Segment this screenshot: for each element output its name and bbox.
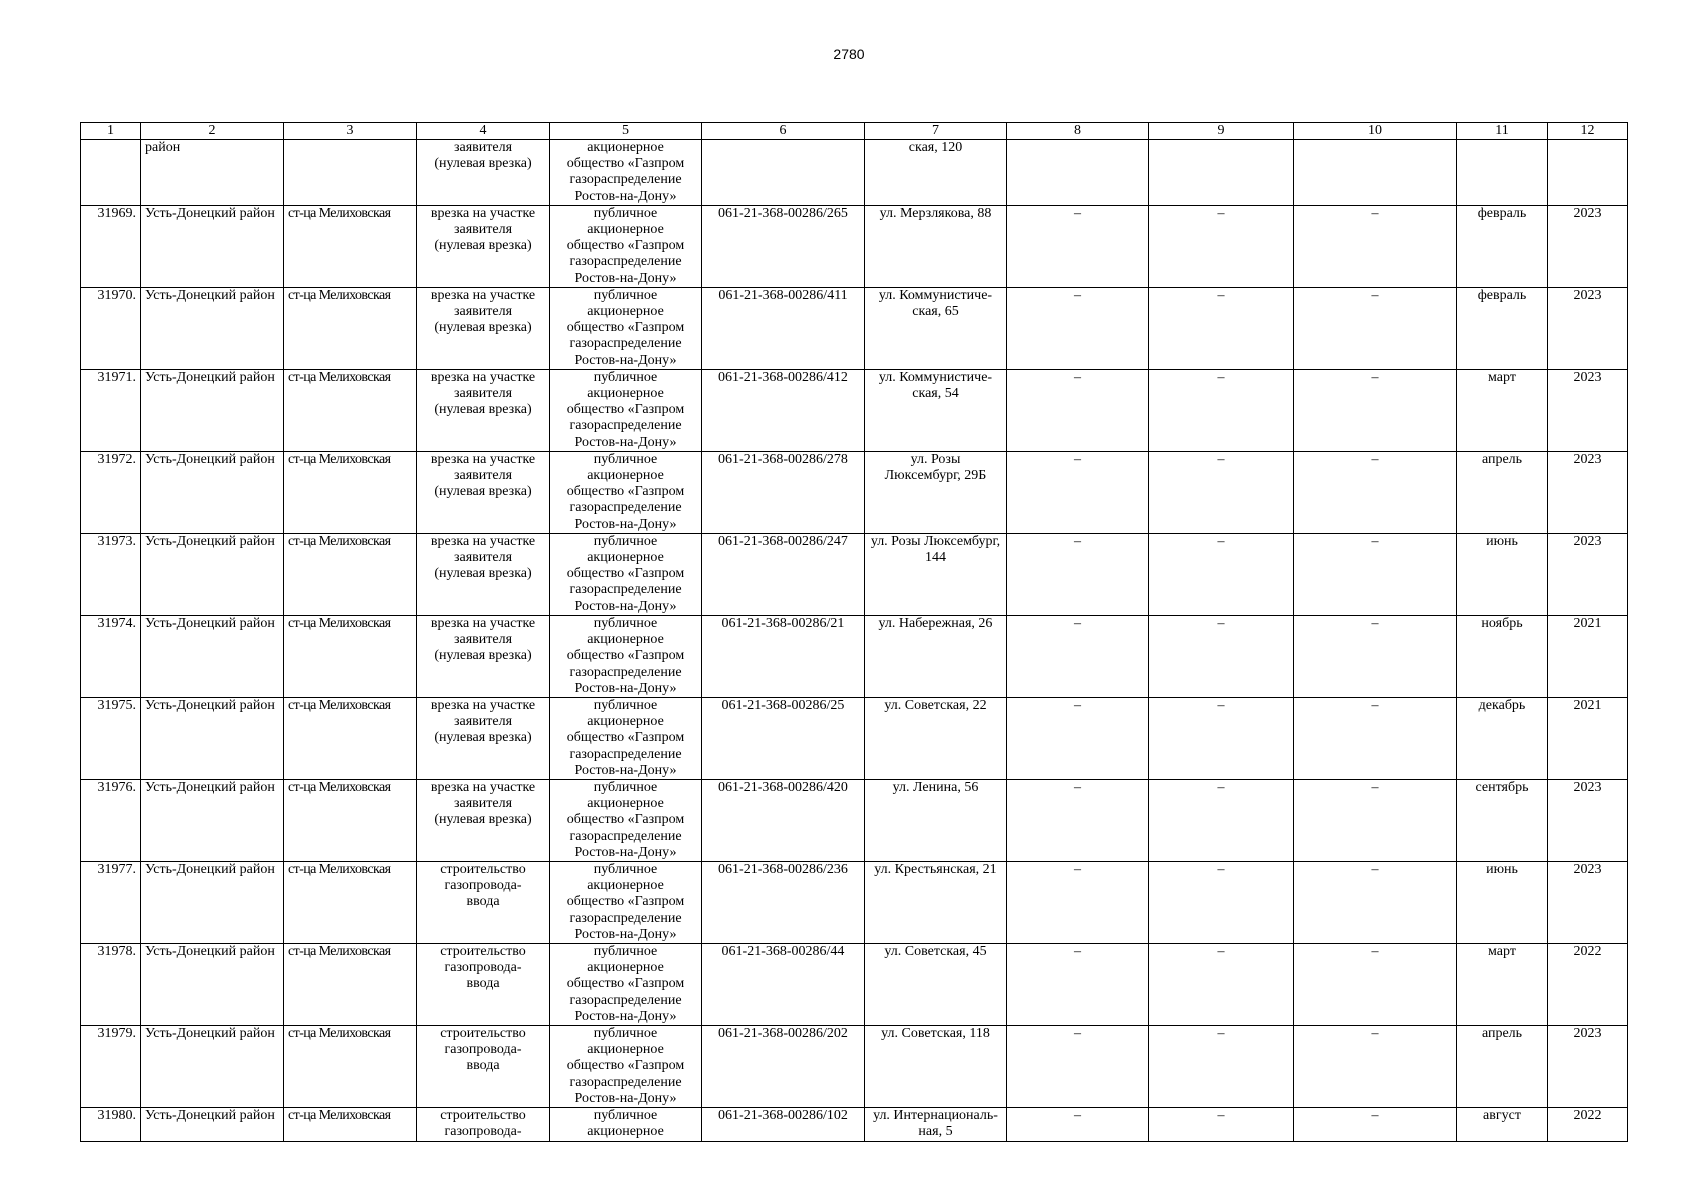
cell-year: 2023 xyxy=(1548,533,1628,615)
cell-address-text: ская, 120 xyxy=(908,140,963,155)
column-number-row xyxy=(81,123,1628,140)
cell-col10: – xyxy=(1294,287,1457,369)
cell-col9: – xyxy=(1149,1107,1294,1141)
cell-col9: – xyxy=(1149,615,1294,697)
cell-organization xyxy=(550,1107,702,1141)
cell-col9: – xyxy=(1149,369,1294,451)
cell-district: Усть-Донецкий район xyxy=(141,205,284,287)
table-row xyxy=(81,369,1628,451)
cell-col9: – xyxy=(1149,861,1294,943)
table-row xyxy=(81,451,1628,533)
cell-col9: – xyxy=(1149,205,1294,287)
cell-number: 31973. xyxy=(81,533,141,615)
cell-work-type-text: строительство газопровода- xyxy=(440,1107,526,1140)
column-header: 3 xyxy=(284,123,417,140)
cell-year: 2023 xyxy=(1548,779,1628,861)
table-row xyxy=(81,779,1628,861)
cell-organization-text: публичное акционерное общество «Газпром газораспределение Ростов-на-Дону» xyxy=(566,943,685,1024)
cell-year: 2022 xyxy=(1548,943,1628,1025)
cell-month: март xyxy=(1457,369,1548,451)
cell-month: июнь xyxy=(1457,533,1548,615)
column-header: 2 xyxy=(141,123,284,140)
cell-col9: – xyxy=(1149,779,1294,861)
cell-organization-text: публичное акционерное общество «Газпром газораспределение Ростов-на-Дону» xyxy=(566,615,685,696)
cell-code: 061-21-368-00286/21 xyxy=(702,615,865,697)
cell-year: 2022 xyxy=(1548,1107,1628,1141)
column-header: 8 xyxy=(1007,123,1149,140)
cell-month: ноябрь xyxy=(1457,615,1548,697)
cell-work-type-text: врезка на участке заявителя (нулевая врезка) xyxy=(430,779,536,828)
cell-col8 xyxy=(1007,140,1149,206)
cell-col8: – xyxy=(1007,287,1149,369)
cell-code: 061-21-368-00286/25 xyxy=(702,697,865,779)
cell-organization-text: публичное акционерное общество «Газпром газораспределение Ростов-на-Дону» xyxy=(566,287,685,368)
cell-address-text: ул. Коммунистиче- ская, 54 xyxy=(878,369,993,402)
cell-number: 31976. xyxy=(81,779,141,861)
cell-work-type xyxy=(417,943,550,1025)
cell-settlement: ст-ца Мелиховская xyxy=(284,615,417,697)
cell-district: Усть-Донецкий район xyxy=(141,779,284,861)
cell-organization-text: публичное акционерное общество «Газпром газораспределение Ростов-на-Дону» xyxy=(566,451,685,532)
cell-settlement: ст-ца Мелиховская xyxy=(284,861,417,943)
column-header: 5 xyxy=(550,123,702,140)
cell-work-type-text: врезка на участке заявителя (нулевая врезка) xyxy=(430,615,536,664)
cell-work-type xyxy=(417,533,550,615)
cell-col10: – xyxy=(1294,1107,1457,1141)
cell-organization xyxy=(550,287,702,369)
cell-work-type xyxy=(417,140,550,206)
table-body xyxy=(81,140,1628,1142)
cell-address xyxy=(865,287,1007,369)
cell-col9: – xyxy=(1149,697,1294,779)
cell-col9: – xyxy=(1149,287,1294,369)
cell-work-type-text: строительство газопровода- ввода xyxy=(440,1025,526,1074)
cell-district: Усть-Донецкий район xyxy=(141,615,284,697)
cell-organization xyxy=(550,140,702,206)
cell-organization xyxy=(550,369,702,451)
cell-district: Усть-Донецкий район xyxy=(141,369,284,451)
cell-month: февраль xyxy=(1457,205,1548,287)
cell-address xyxy=(865,861,1007,943)
column-header: 9 xyxy=(1149,123,1294,140)
cell-col9: – xyxy=(1149,451,1294,533)
cell-organization-text: публичное акционерное xyxy=(587,1107,664,1140)
cell-col10 xyxy=(1294,140,1457,206)
cell-col10: – xyxy=(1294,861,1457,943)
cell-year xyxy=(1548,140,1628,206)
cell-address xyxy=(865,697,1007,779)
cell-settlement: ст-ца Мелиховская xyxy=(284,287,417,369)
cell-organization xyxy=(550,697,702,779)
cell-number: 31979. xyxy=(81,1025,141,1107)
cell-organization-text: публичное акционерное общество «Газпром газораспределение Ростов-на-Дону» xyxy=(566,1025,685,1106)
cell-col9: – xyxy=(1149,943,1294,1025)
cell-settlement: ст-ца Мелиховская xyxy=(284,369,417,451)
cell-settlement: ст-ца Мелиховская xyxy=(284,533,417,615)
cell-district: Усть-Донецкий район xyxy=(141,861,284,943)
cell-work-type-text: врезка на участке заявителя (нулевая врезка) xyxy=(430,205,536,254)
cell-work-type-text: строительство газопровода- ввода xyxy=(440,861,526,910)
cell-code: 061-21-368-00286/278 xyxy=(702,451,865,533)
cell-address xyxy=(865,140,1007,206)
cell-code: 061-21-368-00286/265 xyxy=(702,205,865,287)
cell-col10: – xyxy=(1294,697,1457,779)
cell-code: 061-21-368-00286/420 xyxy=(702,779,865,861)
cell-organization xyxy=(550,779,702,861)
cell-col8: – xyxy=(1007,1107,1149,1141)
cell-year: 2023 xyxy=(1548,369,1628,451)
cell-address-text: ул. Интернациональ- ная, 5 xyxy=(873,1107,998,1140)
cell-code: 061-21-368-00286/411 xyxy=(702,287,865,369)
cell-work-type xyxy=(417,287,550,369)
cell-organization xyxy=(550,861,702,943)
cell-organization-text: акционерное общество «Газпром газораспределение Ростов-на-Дону» xyxy=(566,140,685,204)
cell-year: 2021 xyxy=(1548,697,1628,779)
cell-address xyxy=(865,943,1007,1025)
cell-address xyxy=(865,451,1007,533)
cell-settlement: ст-ца Мелиховская xyxy=(284,205,417,287)
cell-col10: – xyxy=(1294,615,1457,697)
cell-settlement: ст-ца Мелиховская xyxy=(284,1107,417,1141)
column-header: 6 xyxy=(702,123,865,140)
cell-organization xyxy=(550,533,702,615)
cell-organization-text: публичное акционерное общество «Газпром газораспределение Ростов-на-Дону» xyxy=(566,697,685,778)
cell-work-type-text: врезка на участке заявителя (нулевая врезка) xyxy=(430,533,536,582)
continuation-row xyxy=(81,140,1628,206)
cell-work-type-text: врезка на участке заявителя (нулевая врезка) xyxy=(430,369,536,418)
cell-organization xyxy=(550,451,702,533)
cell-year: 2023 xyxy=(1548,287,1628,369)
cell-number: 31972. xyxy=(81,451,141,533)
cell-organization xyxy=(550,205,702,287)
table-row xyxy=(81,205,1628,287)
cell-settlement: ст-ца Мелиховская xyxy=(284,451,417,533)
cell-col8: – xyxy=(1007,369,1149,451)
cell-year: 2023 xyxy=(1548,451,1628,533)
column-header: 11 xyxy=(1457,123,1548,140)
cell-address-text: ул. Ленина, 56 xyxy=(892,779,979,795)
cell-address-text: ул. Мерзлякова, 88 xyxy=(879,205,992,221)
page-number: 2780 xyxy=(833,46,865,62)
cell-col10: – xyxy=(1294,533,1457,615)
cell-month: март xyxy=(1457,943,1548,1025)
cell-organization xyxy=(550,943,702,1025)
cell-year: 2021 xyxy=(1548,615,1628,697)
cell-number: 31980. xyxy=(81,1107,141,1141)
table-row xyxy=(81,697,1628,779)
cell-year: 2023 xyxy=(1548,1025,1628,1107)
cell-month xyxy=(1457,140,1548,206)
cell-district: Усть-Донецкий район xyxy=(141,1107,284,1141)
cell-month: июнь xyxy=(1457,861,1548,943)
cell-district: Усть-Донецкий район xyxy=(141,533,284,615)
registry-table xyxy=(80,122,1628,1142)
table-row xyxy=(81,533,1628,615)
cell-district: Усть-Донецкий район xyxy=(141,943,284,1025)
cell-col9 xyxy=(1149,140,1294,206)
cell-address xyxy=(865,205,1007,287)
cell-number: 31969. xyxy=(81,205,141,287)
cell-code: 061-21-368-00286/412 xyxy=(702,369,865,451)
cell-district: Усть-Донецкий район xyxy=(141,1025,284,1107)
cell-col10: – xyxy=(1294,943,1457,1025)
cell-col8: – xyxy=(1007,861,1149,943)
column-header: 4 xyxy=(417,123,550,140)
cell-col8: – xyxy=(1007,533,1149,615)
cell-work-type xyxy=(417,779,550,861)
cell-col10: – xyxy=(1294,369,1457,451)
cell-col8: – xyxy=(1007,451,1149,533)
cell-organization xyxy=(550,615,702,697)
cell-number: 31974. xyxy=(81,615,141,697)
cell-address-text: ул. Крестьянская, 21 xyxy=(874,861,997,877)
cell-col10: – xyxy=(1294,779,1457,861)
cell-district: район xyxy=(141,140,284,206)
cell-settlement: ст-ца Мелиховская xyxy=(284,697,417,779)
table-row xyxy=(81,287,1628,369)
cell-year: 2023 xyxy=(1548,861,1628,943)
cell-address xyxy=(865,533,1007,615)
cell-address-text: ул. Советская, 45 xyxy=(884,943,987,959)
column-header: 1 xyxy=(81,123,141,140)
cell-district: Усть-Донецкий район xyxy=(141,287,284,369)
cell-code xyxy=(702,140,865,206)
cell-month: сентябрь xyxy=(1457,779,1548,861)
cell-settlement: ст-ца Мелиховская xyxy=(284,1025,417,1107)
cell-code: 061-21-368-00286/247 xyxy=(702,533,865,615)
table-row xyxy=(81,615,1628,697)
table-row xyxy=(81,943,1628,1025)
column-header: 12 xyxy=(1548,123,1628,140)
column-header: 7 xyxy=(865,123,1007,140)
cell-code: 061-21-368-00286/44 xyxy=(702,943,865,1025)
cell-address xyxy=(865,1025,1007,1107)
cell-district: Усть-Донецкий район xyxy=(141,697,284,779)
cell-col8: – xyxy=(1007,615,1149,697)
cell-work-type-text: заявителя (нулевая врезка) xyxy=(434,140,532,172)
cell-work-type-text: врезка на участке заявителя (нулевая врезка) xyxy=(430,287,536,336)
cell-col9: – xyxy=(1149,533,1294,615)
cell-work-type xyxy=(417,205,550,287)
cell-year: 2023 xyxy=(1548,205,1628,287)
cell-address-text: ул. Набережная, 26 xyxy=(878,615,993,631)
cell-address-text: ул. Розы Люксембург, 29Б xyxy=(884,451,987,484)
cell-number: 31978. xyxy=(81,943,141,1025)
cell-code: 061-21-368-00286/236 xyxy=(702,861,865,943)
cell-district: Усть-Донецкий район xyxy=(141,451,284,533)
cell-work-type-text: врезка на участке заявителя (нулевая врезка) xyxy=(430,697,536,746)
cell-organization-text: публичное акционерное общество «Газпром газораспределение Ростов-на-Дону» xyxy=(566,369,685,450)
cell-month: декабрь xyxy=(1457,697,1548,779)
table-row xyxy=(81,1107,1628,1141)
cell-organization-text: публичное акционерное общество «Газпром газораспределение Ростов-на-Дону» xyxy=(566,861,685,942)
cell-work-type xyxy=(417,697,550,779)
cell-settlement: ст-ца Мелиховская xyxy=(284,779,417,861)
cell-code: 061-21-368-00286/202 xyxy=(702,1025,865,1107)
cell-address xyxy=(865,615,1007,697)
cell-work-type-text: строительство газопровода- ввода xyxy=(440,943,526,992)
cell-number xyxy=(81,140,141,206)
cell-address-text: ул. Советская, 22 xyxy=(884,697,987,713)
cell-col8: – xyxy=(1007,697,1149,779)
cell-col10: – xyxy=(1294,205,1457,287)
cell-address xyxy=(865,369,1007,451)
cell-number: 31975. xyxy=(81,697,141,779)
cell-settlement xyxy=(284,140,417,206)
cell-work-type-text: врезка на участке заявителя (нулевая врезка) xyxy=(430,451,536,500)
cell-month: февраль xyxy=(1457,287,1548,369)
cell-col9: – xyxy=(1149,1025,1294,1107)
cell-code: 061-21-368-00286/102 xyxy=(702,1107,865,1141)
cell-number: 31971. xyxy=(81,369,141,451)
cell-col8: – xyxy=(1007,205,1149,287)
table-row xyxy=(81,861,1628,943)
cell-address-text: ул. Розы Люксембург, 144 xyxy=(870,533,1001,566)
cell-col8: – xyxy=(1007,1025,1149,1107)
cell-organization-text: публичное акционерное общество «Газпром газораспределение Ростов-на-Дону» xyxy=(566,779,685,860)
cell-work-type xyxy=(417,451,550,533)
table-row xyxy=(81,1025,1628,1107)
cell-address-text: ул. Коммунистиче- ская, 65 xyxy=(878,287,993,320)
cell-organization-text: публичное акционерное общество «Газпром газораспределение Ростов-на-Дону» xyxy=(566,533,685,614)
cell-number: 31970. xyxy=(81,287,141,369)
cell-col8: – xyxy=(1007,943,1149,1025)
cell-work-type xyxy=(417,615,550,697)
cell-work-type xyxy=(417,861,550,943)
cell-col10: – xyxy=(1294,451,1457,533)
cell-col10: – xyxy=(1294,1025,1457,1107)
cell-work-type xyxy=(417,1025,550,1107)
cell-month: август xyxy=(1457,1107,1548,1141)
cell-address xyxy=(865,1107,1007,1141)
cell-col8: – xyxy=(1007,779,1149,861)
cell-month: апрель xyxy=(1457,1025,1548,1107)
cell-address-text: ул. Советская, 118 xyxy=(881,1025,990,1041)
cell-number: 31977. xyxy=(81,861,141,943)
cell-address xyxy=(865,779,1007,861)
column-header: 10 xyxy=(1294,123,1457,140)
cell-month: апрель xyxy=(1457,451,1548,533)
cell-settlement: ст-ца Мелиховская xyxy=(284,943,417,1025)
cell-organization xyxy=(550,1025,702,1107)
cell-work-type xyxy=(417,369,550,451)
cell-organization-text: публичное акционерное общество «Газпром газораспределение Ростов-на-Дону» xyxy=(566,205,685,286)
cell-work-type xyxy=(417,1107,550,1141)
